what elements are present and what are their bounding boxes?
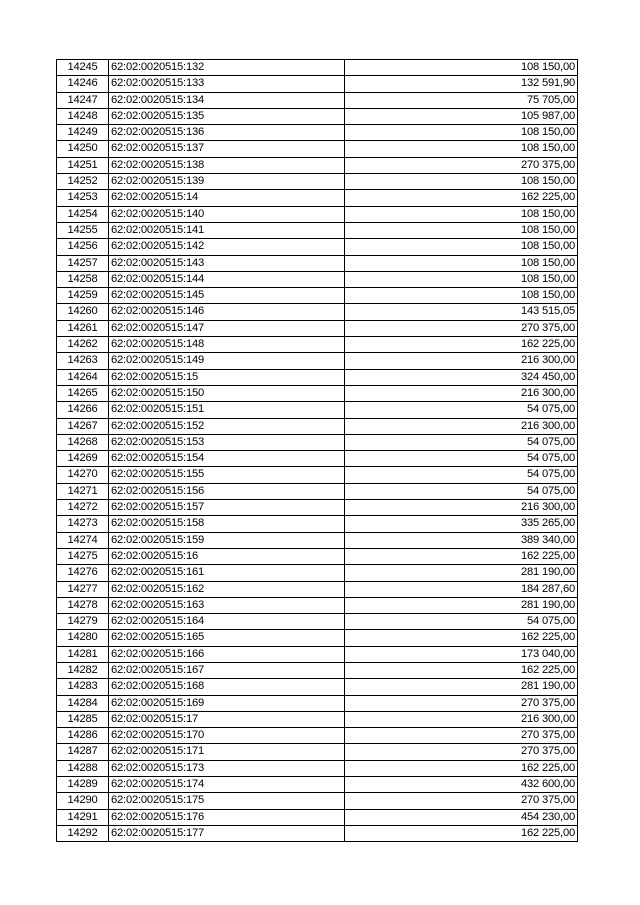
cadastral-number-cell: 62:02:0020515:174 [109, 777, 345, 793]
row-number-cell: 14292 [57, 825, 109, 841]
table-row [57, 288, 578, 304]
row-number-cell: 14283 [57, 679, 109, 695]
cadastral-value-cell: 54 075,00 [345, 467, 578, 483]
row-number-cell: 14263 [57, 353, 109, 369]
cadastral-value-cell: 216 300,00 [345, 353, 578, 369]
row-number-cell: 14275 [57, 548, 109, 564]
table-row [57, 157, 578, 173]
cadastral-number-cell: 62:02:0020515:165 [109, 630, 345, 646]
document-page [56, 59, 577, 842]
cadastral-number-cell: 62:02:0020515:15 [109, 369, 345, 385]
table-row [57, 255, 578, 271]
row-number-cell: 14290 [57, 793, 109, 809]
cadastral-value-cell: 432 600,00 [345, 777, 578, 793]
table-row [57, 141, 578, 157]
cadastral-value-cell: 108 150,00 [345, 125, 578, 141]
cadastral-number-cell: 62:02:0020515:157 [109, 500, 345, 516]
cadastral-value-cell: 108 150,00 [345, 239, 578, 255]
cadastral-number-cell: 62:02:0020515:154 [109, 451, 345, 467]
table-row [57, 467, 578, 483]
cadastral-value-cell: 281 190,00 [345, 679, 578, 695]
cadastral-number-cell: 62:02:0020515:150 [109, 385, 345, 401]
cadastral-value-cell: 108 150,00 [345, 206, 578, 222]
cadastral-value-cell: 108 150,00 [345, 255, 578, 271]
cadastral-number-cell: 62:02:0020515:135 [109, 108, 345, 124]
table-row [57, 206, 578, 222]
row-number-cell: 14278 [57, 597, 109, 613]
cadastral-number-cell: 62:02:0020515:168 [109, 679, 345, 695]
cadastral-value-cell: 162 225,00 [345, 760, 578, 776]
cadastral-value-cell: 216 300,00 [345, 500, 578, 516]
cadastral-number-cell: 62:02:0020515:140 [109, 206, 345, 222]
row-number-cell: 14246 [57, 76, 109, 92]
row-number-cell: 14271 [57, 483, 109, 499]
cadastral-value-cell: 270 375,00 [345, 320, 578, 336]
row-number-cell: 14269 [57, 451, 109, 467]
cadastral-number-cell: 62:02:0020515:141 [109, 222, 345, 238]
row-number-cell: 14249 [57, 125, 109, 141]
cadastral-value-cell: 54 075,00 [345, 402, 578, 418]
cadastral-number-cell: 62:02:0020515:134 [109, 92, 345, 108]
cadastral-number-cell: 62:02:0020515:176 [109, 809, 345, 825]
row-number-cell: 14261 [57, 320, 109, 336]
row-number-cell: 14251 [57, 157, 109, 173]
table-row [57, 76, 578, 92]
table-row [57, 744, 578, 760]
table-row [57, 711, 578, 727]
table-row [57, 451, 578, 467]
cadastral-value-cell: 54 075,00 [345, 451, 578, 467]
cadastral-value-cell: 270 375,00 [345, 744, 578, 760]
table-row [57, 369, 578, 385]
cadastral-value-cell: 162 225,00 [345, 630, 578, 646]
row-number-cell: 14264 [57, 369, 109, 385]
cadastral-number-cell: 62:02:0020515:17 [109, 711, 345, 727]
cadastral-number-cell: 62:02:0020515:149 [109, 353, 345, 369]
cadastral-number-cell: 62:02:0020515:167 [109, 662, 345, 678]
cadastral-number-cell: 62:02:0020515:158 [109, 516, 345, 532]
table-row [57, 679, 578, 695]
table-row [57, 434, 578, 450]
table-row [57, 614, 578, 630]
cadastral-number-cell: 62:02:0020515:14 [109, 190, 345, 206]
cadastral-value-cell: 54 075,00 [345, 483, 578, 499]
cadastral-value-cell: 54 075,00 [345, 614, 578, 630]
row-number-cell: 14279 [57, 614, 109, 630]
cadastral-number-cell: 62:02:0020515:137 [109, 141, 345, 157]
cadastral-value-cell: 184 287,60 [345, 581, 578, 597]
row-number-cell: 14289 [57, 777, 109, 793]
table-row [57, 125, 578, 141]
cadastral-value-cell: 108 150,00 [345, 288, 578, 304]
table-body [57, 60, 578, 842]
cadastral-number-cell: 62:02:0020515:162 [109, 581, 345, 597]
cadastral-number-cell: 62:02:0020515:155 [109, 467, 345, 483]
row-number-cell: 14285 [57, 711, 109, 727]
cadastral-number-cell: 62:02:0020515:136 [109, 125, 345, 141]
cadastral-number-cell: 62:02:0020515:132 [109, 60, 345, 76]
cadastral-number-cell: 62:02:0020515:161 [109, 565, 345, 581]
row-number-cell: 14257 [57, 255, 109, 271]
table-row [57, 548, 578, 564]
row-number-cell: 14260 [57, 304, 109, 320]
table-row [57, 809, 578, 825]
table-row [57, 630, 578, 646]
row-number-cell: 14248 [57, 108, 109, 124]
cadastral-number-cell: 62:02:0020515:145 [109, 288, 345, 304]
row-number-cell: 14282 [57, 662, 109, 678]
row-number-cell: 14284 [57, 695, 109, 711]
cadastral-value-cell: 281 190,00 [345, 597, 578, 613]
table-row [57, 320, 578, 336]
cadastral-number-cell: 62:02:0020515:146 [109, 304, 345, 320]
cadastral-value-cell: 270 375,00 [345, 728, 578, 744]
row-number-cell: 14259 [57, 288, 109, 304]
row-number-cell: 14268 [57, 434, 109, 450]
cadastral-value-cell: 143 515,05 [345, 304, 578, 320]
cadastral-number-cell: 62:02:0020515:147 [109, 320, 345, 336]
table-row [57, 385, 578, 401]
cadastral-value-cell: 108 150,00 [345, 271, 578, 287]
row-number-cell: 14254 [57, 206, 109, 222]
table-row [57, 174, 578, 190]
cadastral-value-cell: 162 225,00 [345, 190, 578, 206]
cadastral-value-cell: 216 300,00 [345, 385, 578, 401]
cadastral-number-cell: 62:02:0020515:138 [109, 157, 345, 173]
row-number-cell: 14250 [57, 141, 109, 157]
table-row [57, 825, 578, 841]
row-number-cell: 14255 [57, 222, 109, 238]
table-row [57, 92, 578, 108]
table-row [57, 500, 578, 516]
row-number-cell: 14273 [57, 516, 109, 532]
table-row [57, 728, 578, 744]
row-number-cell: 14287 [57, 744, 109, 760]
row-number-cell: 14252 [57, 174, 109, 190]
table-row [57, 662, 578, 678]
row-number-cell: 14288 [57, 760, 109, 776]
table-row [57, 239, 578, 255]
cadastral-value-cell: 216 300,00 [345, 418, 578, 434]
table-row [57, 581, 578, 597]
cadastral-number-cell: 62:02:0020515:170 [109, 728, 345, 744]
cadastral-number-cell: 62:02:0020515:148 [109, 337, 345, 353]
cadastral-value-cell: 389 340,00 [345, 532, 578, 548]
row-number-cell: 14256 [57, 239, 109, 255]
cadastral-value-cell: 162 225,00 [345, 337, 578, 353]
table-row [57, 793, 578, 809]
row-number-cell: 14267 [57, 418, 109, 434]
row-number-cell: 14265 [57, 385, 109, 401]
table-row [57, 760, 578, 776]
cadastral-number-cell: 62:02:0020515:175 [109, 793, 345, 809]
table-row [57, 597, 578, 613]
table-row [57, 304, 578, 320]
row-number-cell: 14247 [57, 92, 109, 108]
cadastral-value-cell: 108 150,00 [345, 174, 578, 190]
cadastral-number-cell: 62:02:0020515:142 [109, 239, 345, 255]
table-row [57, 516, 578, 532]
table-row [57, 777, 578, 793]
cadastral-value-cell: 108 150,00 [345, 222, 578, 238]
cadastral-number-cell: 62:02:0020515:151 [109, 402, 345, 418]
table-row [57, 222, 578, 238]
cadastral-value-cell: 270 375,00 [345, 157, 578, 173]
table-row [57, 402, 578, 418]
row-number-cell: 14245 [57, 60, 109, 76]
cadastral-value-table [56, 59, 578, 842]
cadastral-value-cell: 270 375,00 [345, 695, 578, 711]
cadastral-value-cell: 454 230,00 [345, 809, 578, 825]
table-row [57, 532, 578, 548]
table-row [57, 190, 578, 206]
cadastral-number-cell: 62:02:0020515:159 [109, 532, 345, 548]
cadastral-number-cell: 62:02:0020515:144 [109, 271, 345, 287]
table-row [57, 337, 578, 353]
cadastral-value-cell: 216 300,00 [345, 711, 578, 727]
cadastral-value-cell: 281 190,00 [345, 565, 578, 581]
cadastral-number-cell: 62:02:0020515:153 [109, 434, 345, 450]
table-row [57, 483, 578, 499]
cadastral-value-cell: 75 705,00 [345, 92, 578, 108]
table-row [57, 646, 578, 662]
cadastral-number-cell: 62:02:0020515:169 [109, 695, 345, 711]
cadastral-value-cell: 54 075,00 [345, 434, 578, 450]
cadastral-number-cell: 62:02:0020515:16 [109, 548, 345, 564]
cadastral-value-cell: 108 150,00 [345, 60, 578, 76]
cadastral-value-cell: 324 450,00 [345, 369, 578, 385]
cadastral-value-cell: 335 265,00 [345, 516, 578, 532]
row-number-cell: 14281 [57, 646, 109, 662]
row-number-cell: 14258 [57, 271, 109, 287]
cadastral-value-cell: 173 040,00 [345, 646, 578, 662]
cadastral-value-cell: 105 987,00 [345, 108, 578, 124]
cadastral-number-cell: 62:02:0020515:143 [109, 255, 345, 271]
table-row [57, 695, 578, 711]
cadastral-number-cell: 62:02:0020515:164 [109, 614, 345, 630]
row-number-cell: 14270 [57, 467, 109, 483]
table-row [57, 108, 578, 124]
cadastral-number-cell: 62:02:0020515:152 [109, 418, 345, 434]
cadastral-value-cell: 162 225,00 [345, 548, 578, 564]
row-number-cell: 14291 [57, 809, 109, 825]
cadastral-value-cell: 162 225,00 [345, 825, 578, 841]
cadastral-number-cell: 62:02:0020515:156 [109, 483, 345, 499]
row-number-cell: 14266 [57, 402, 109, 418]
row-number-cell: 14262 [57, 337, 109, 353]
cadastral-number-cell: 62:02:0020515:166 [109, 646, 345, 662]
row-number-cell: 14272 [57, 500, 109, 516]
row-number-cell: 14280 [57, 630, 109, 646]
cadastral-value-cell: 108 150,00 [345, 141, 578, 157]
row-number-cell: 14274 [57, 532, 109, 548]
table-row [57, 271, 578, 287]
table-row [57, 565, 578, 581]
table-row [57, 353, 578, 369]
table-row [57, 418, 578, 434]
cadastral-number-cell: 62:02:0020515:139 [109, 174, 345, 190]
cadastral-value-cell: 162 225,00 [345, 662, 578, 678]
cadastral-number-cell: 62:02:0020515:163 [109, 597, 345, 613]
row-number-cell: 14253 [57, 190, 109, 206]
cadastral-value-cell: 132 591,90 [345, 76, 578, 92]
cadastral-value-cell: 270 375,00 [345, 793, 578, 809]
row-number-cell: 14286 [57, 728, 109, 744]
table-row [57, 60, 578, 76]
cadastral-number-cell: 62:02:0020515:171 [109, 744, 345, 760]
cadastral-number-cell: 62:02:0020515:173 [109, 760, 345, 776]
cadastral-number-cell: 62:02:0020515:133 [109, 76, 345, 92]
cadastral-number-cell: 62:02:0020515:177 [109, 825, 345, 841]
row-number-cell: 14277 [57, 581, 109, 597]
row-number-cell: 14276 [57, 565, 109, 581]
